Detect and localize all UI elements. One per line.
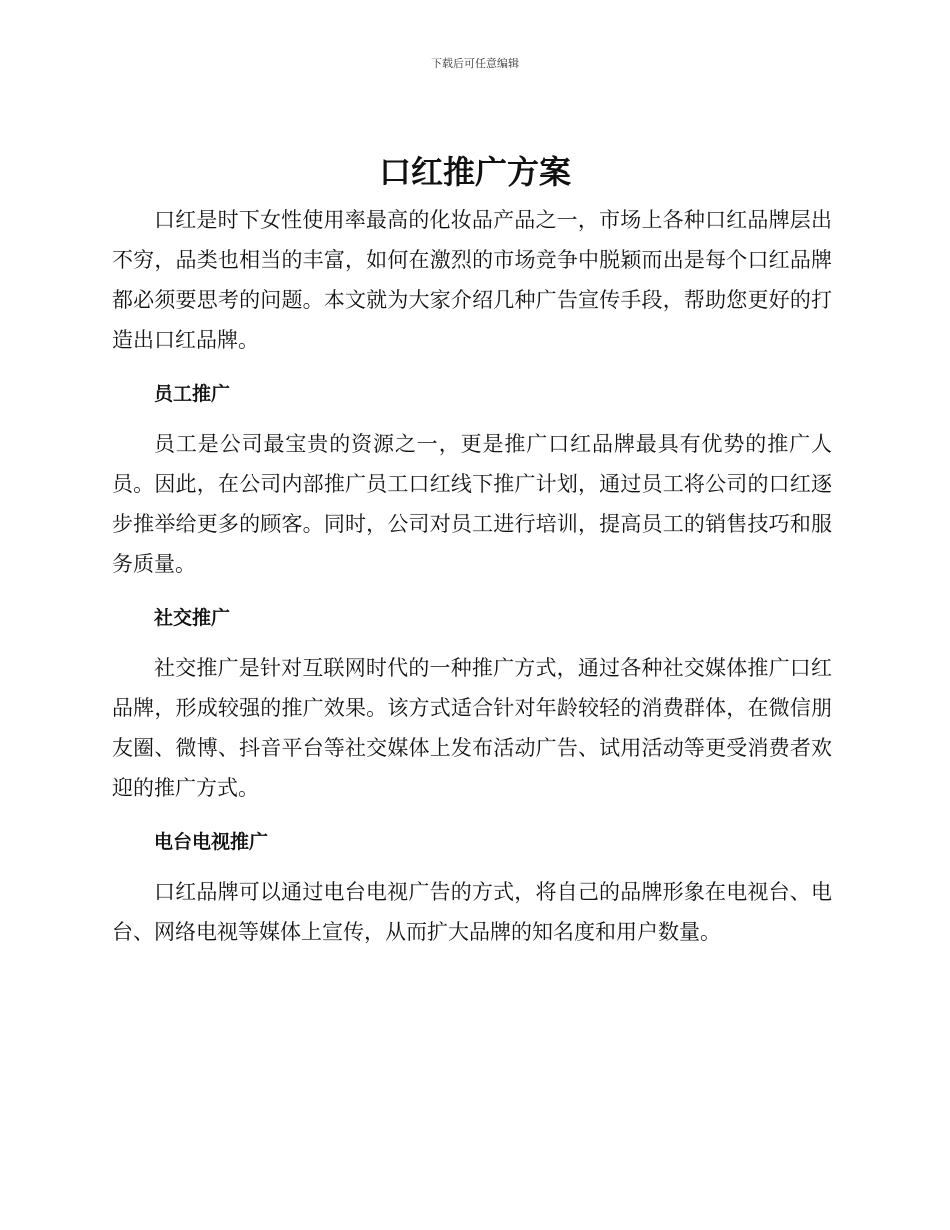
section-heading-employee: 员工推广 xyxy=(154,383,231,405)
section-body-radio-tv: 口红品牌可以通过电台电视广告的方式，将自己的品牌形象在电视台、电台、网络电视等媒体上宣传，从而扩大品牌的知名度和用户数量。 xyxy=(112,880,832,944)
section-heading-social: 社交推广 xyxy=(154,607,231,629)
section-heading-radio-tv: 电台电视推广 xyxy=(154,831,269,853)
document-title: 口红推广方案 xyxy=(378,153,571,191)
document-body xyxy=(112,200,832,952)
section-body-employee: 员工是公司最宝贵的资源之一，更是推广口红品牌最具有优势的推广人员。因此，在公司内部推广员工口红线下推广计划，通过员工将公司的口红逐步推举给更多的顾客。同时，公司对员工进行培训，提高员工的销售技巧和服务质量。 xyxy=(112,432,832,576)
section-body-social: 社交推广是针对互联网时代的一种推广方式，通过各种社交媒体推广口红品牌，形成较强的推广效果。该方式适合针对年龄较轻的消费群体，在微信朋友圈、微博、抖音平台等社交媒体上发布活动广告、试用活动等更受消费者欢迎的推广方式。 xyxy=(112,656,832,800)
header-note: 下载后可任意编辑 xyxy=(431,57,519,70)
intro-paragraph: 口红是时下女性使用率最高的化妆品产品之一，市场上各种口红品牌层出不穷，品类也相当的丰富，如何在激烈的市场竞争中脱颖而出是每个口红品牌都必须要思考的问题。本文就为大家介绍几种广告宣传手段，帮助您更好的打造出口红品牌。 xyxy=(112,208,832,352)
